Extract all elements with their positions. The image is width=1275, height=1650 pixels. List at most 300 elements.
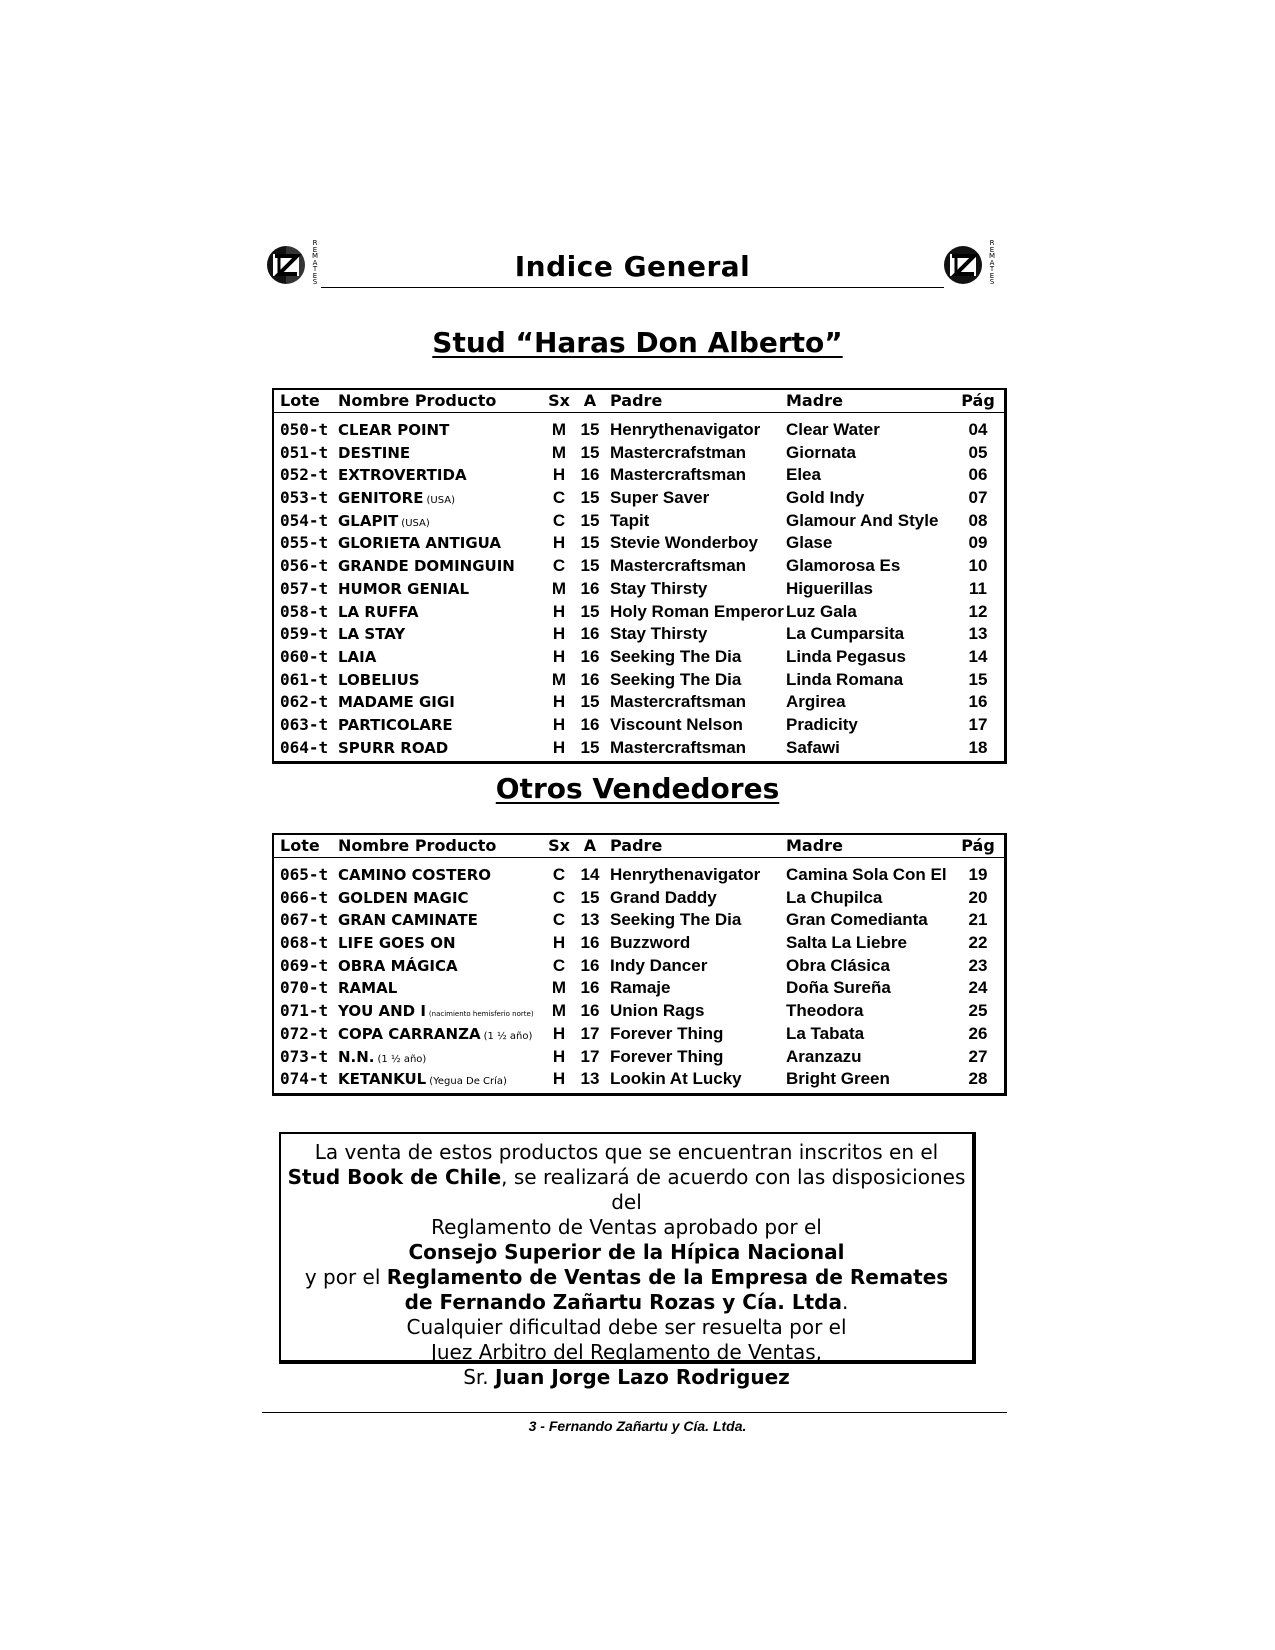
nombre-note: (nacimiento hemisferio norte) (428, 1010, 534, 1019)
section-title-otros: Otros Vendedores (495, 772, 780, 805)
nombre-cell-text: EXTROVERTIDA (338, 466, 467, 485)
table-row (274, 442, 1004, 465)
padre-cell-text: Stay Thirsty (610, 624, 708, 644)
nombre-cell-text: KETANKUL (338, 1070, 427, 1089)
padre-cell (606, 601, 786, 624)
notice-line (281, 1290, 972, 1315)
a-cell-text: 15 (580, 601, 600, 621)
sx-cell (544, 1068, 574, 1091)
pag-cell-text: 06 (968, 465, 988, 485)
lote-cell (274, 1023, 338, 1046)
lote-cell (274, 510, 338, 533)
lote-cell-text: 071-t (280, 1001, 329, 1021)
padre-cell (606, 1046, 786, 1069)
padre-cell (606, 864, 786, 887)
pag-cell-text: 13 (968, 624, 988, 644)
madre-cell (786, 669, 956, 692)
notice-bold: Juan Jorge Lazo Rodriguez (495, 1365, 790, 1389)
a-cell-text: 15 (580, 737, 600, 757)
notice-line: Reglamento de Ventas aprobado por el (431, 1215, 822, 1239)
nombre-cell-text: CLEAR POINT (338, 421, 450, 439)
padre-cell-text: Lookin At Lucky (610, 1069, 742, 1089)
lote-cell-text: 064-t (280, 737, 329, 757)
padre-cell (606, 714, 786, 737)
nombre-cell-text: LA RUFFA (338, 602, 419, 621)
sx-cell-text: H (552, 714, 566, 734)
notice-bold: de Fernando Zañartu Rozas y Cía. Ltda (404, 1290, 842, 1314)
lote-cell (274, 419, 338, 442)
lote-cell-text: 065-t (280, 865, 329, 884)
nombre-cell-text: COPA CARRANZA (338, 1024, 481, 1043)
col-sx: Sx (548, 836, 570, 855)
a-cell-text: 15 (580, 510, 600, 530)
madre-cell (786, 887, 956, 910)
nombre-cell (338, 691, 544, 714)
padre-cell-text: Seeking The Dia (610, 910, 742, 930)
madre-cell (786, 578, 956, 601)
a-cell-text: 16 (580, 646, 600, 666)
table-row (274, 487, 1004, 510)
pag-cell-text: 09 (968, 533, 988, 553)
a-cell-text: 15 (580, 692, 600, 712)
padre-cell (606, 442, 786, 465)
col-lote: Lote (280, 391, 320, 410)
madre-cell-text: Gran Comedianta (786, 910, 928, 930)
col-pag: Pág (961, 391, 995, 410)
pag-cell (956, 955, 1000, 978)
col-pag: Pág (961, 836, 995, 855)
madre-cell (786, 601, 956, 624)
padre-cell-text: Indy Dancer (610, 955, 708, 975)
sx-cell-text: C (552, 887, 566, 907)
table-row (274, 510, 1004, 533)
madre-cell-text: Elea (786, 465, 821, 485)
notice-line: Cualquier dificultad debe ser resuelta por el (406, 1315, 847, 1339)
col-lote: Lote (280, 836, 320, 855)
lote-cell (274, 737, 338, 760)
padre-cell-text: Super Saver (610, 488, 710, 508)
pag-cell-text: 26 (968, 1023, 988, 1043)
madre-cell-text: Aranzazu (786, 1046, 862, 1066)
sx-cell-text: H (552, 692, 566, 712)
page-footer: 3 - Fernando Zañartu y Cía. Ltda. (528, 1418, 747, 1434)
nombre-cell-text: RAMAL (338, 979, 398, 998)
padre-cell-text: Forever Thing (610, 1023, 724, 1043)
padre-cell-text: Seeking The Dia (610, 669, 742, 689)
madre-cell-text: Gold Indy (786, 488, 865, 508)
header-divider (321, 287, 944, 288)
padre-cell-text: Forever Thing (610, 1046, 724, 1066)
table-row (274, 955, 1004, 978)
pag-cell (956, 737, 1000, 760)
nombre-cell-text: N.N. (338, 1047, 375, 1066)
sx-cell-text: C (552, 910, 566, 930)
a-cell (574, 601, 606, 624)
table-row (274, 646, 1004, 669)
sx-cell-text: H (552, 646, 566, 666)
madre-cell (786, 419, 956, 442)
fz-logo-icon (942, 244, 984, 286)
nombre-note: (USA) (401, 517, 430, 529)
nombre-cell-text: LIFE GOES ON (338, 934, 456, 953)
table-row (274, 714, 1004, 737)
a-cell (574, 1068, 606, 1091)
madre-cell-text: Bright Green (786, 1069, 890, 1089)
table-row (274, 909, 1004, 932)
padre-cell-text: Ramaje (610, 978, 671, 998)
nombre-cell-text: LA STAY (338, 625, 406, 644)
nombre-cell-text: YOU AND I (338, 1002, 426, 1021)
padre-cell (606, 977, 786, 1000)
pag-cell-text: 12 (968, 601, 988, 621)
nombre-cell (338, 1000, 544, 1023)
pag-cell (956, 442, 1000, 465)
lote-cell-text: 053-t (280, 488, 329, 508)
table-header (274, 390, 1004, 413)
nombre-cell (338, 887, 544, 910)
pag-cell-text: 04 (968, 420, 988, 439)
sx-cell-text: C (552, 955, 566, 975)
sx-cell-text: H (552, 465, 566, 485)
a-cell-text: 16 (580, 714, 600, 734)
lote-cell-text: 070-t (280, 978, 329, 998)
sx-cell-text: H (552, 1023, 566, 1043)
padre-cell-text: Stay Thirsty (610, 578, 708, 598)
lote-cell (274, 532, 338, 555)
a-cell-text: 15 (580, 442, 600, 462)
sx-cell (544, 932, 574, 955)
lote-cell (274, 887, 338, 910)
madre-cell (786, 714, 956, 737)
padre-cell (606, 487, 786, 510)
madre-cell-text: Glase (786, 533, 833, 553)
pag-cell (956, 601, 1000, 624)
a-cell (574, 555, 606, 578)
sx-cell-text: H (552, 624, 566, 644)
pag-cell (956, 646, 1000, 669)
pag-cell (956, 1068, 1000, 1091)
table-row (274, 669, 1004, 692)
nombre-cell (338, 578, 544, 601)
padre-cell-text: Seeking The Dia (610, 646, 742, 666)
padre-cell (606, 419, 786, 442)
a-cell (574, 442, 606, 465)
lote-cell (274, 487, 338, 510)
logo-vertical-text: R E M A T E S (988, 239, 996, 286)
madre-cell-text: Theodora (786, 1001, 864, 1021)
sx-cell (544, 578, 574, 601)
index-table-stud (272, 388, 1007, 764)
padre-cell-text: Henrythenavigator (610, 420, 761, 439)
col-padre: Padre (610, 391, 663, 410)
nombre-cell (338, 601, 544, 624)
lote-cell-text: 060-t (280, 646, 329, 666)
sx-cell (544, 510, 574, 533)
pag-cell-text: 23 (968, 955, 988, 975)
madre-cell (786, 977, 956, 1000)
madre-cell-text: Camina Sola Con El (786, 865, 947, 884)
padre-cell-text: Holy Roman Emperor (610, 601, 784, 621)
a-cell-text: 15 (580, 420, 600, 439)
lote-cell (274, 955, 338, 978)
sx-cell (544, 955, 574, 978)
nombre-cell (338, 932, 544, 955)
lote-cell (274, 909, 338, 932)
pag-cell-text: 21 (968, 910, 988, 930)
nombre-cell (338, 442, 544, 465)
padre-cell-text: Tapit (610, 510, 650, 530)
padre-cell-text: Grand Daddy (610, 887, 717, 907)
table-row (274, 532, 1004, 555)
page-title: Indice General (514, 250, 751, 283)
sx-cell (544, 669, 574, 692)
lote-cell (274, 932, 338, 955)
padre-cell (606, 955, 786, 978)
table-row (274, 623, 1004, 646)
nombre-cell-text: MADAME GIGI (338, 693, 455, 712)
madre-cell (786, 1023, 956, 1046)
sx-cell-text: M (551, 442, 567, 462)
notice-bold: Consejo Superior de la Hípica Nacional (408, 1240, 845, 1264)
nombre-cell (338, 737, 544, 760)
nombre-cell-text: HUMOR GENIAL (338, 579, 470, 598)
lote-cell (274, 601, 338, 624)
sx-cell (544, 1046, 574, 1069)
pag-cell-text: 08 (968, 510, 988, 530)
sx-cell-text: H (552, 1069, 566, 1089)
padre-cell (606, 646, 786, 669)
madre-cell (786, 955, 956, 978)
pag-cell (956, 864, 1000, 887)
a-cell-text: 15 (580, 533, 600, 553)
padre-cell (606, 932, 786, 955)
padre-cell-text: Mastercraftsman (610, 737, 747, 757)
lote-cell-text: 055-t (280, 533, 329, 553)
sx-cell (544, 1000, 574, 1023)
padre-cell (606, 669, 786, 692)
sx-cell-text: C (552, 556, 566, 576)
nombre-cell (338, 555, 544, 578)
a-cell (574, 623, 606, 646)
padre-cell (606, 909, 786, 932)
a-cell (574, 487, 606, 510)
a-cell (574, 909, 606, 932)
a-cell-text: 17 (580, 1046, 600, 1066)
sx-cell (544, 487, 574, 510)
pag-cell-text: 16 (968, 692, 988, 712)
nombre-cell-text: GOLDEN MAGIC (338, 888, 469, 907)
madre-cell-text: La Tabata (786, 1023, 865, 1043)
sx-cell-text: M (551, 669, 567, 689)
a-cell (574, 419, 606, 442)
madre-cell-text: Glamour And Style (786, 510, 939, 530)
pag-cell-text: 28 (968, 1069, 988, 1089)
sx-cell (544, 555, 574, 578)
sx-cell-text: C (552, 488, 566, 508)
padre-cell (606, 737, 786, 760)
a-cell (574, 1023, 606, 1046)
madre-cell-text: La Cumparsita (786, 624, 905, 644)
padre-cell (606, 532, 786, 555)
lote-cell-text: 063-t (280, 714, 329, 734)
table-row (274, 887, 1004, 910)
pag-cell (956, 887, 1000, 910)
a-cell (574, 887, 606, 910)
nombre-cell-text: DESTINE (338, 443, 411, 462)
sx-cell (544, 442, 574, 465)
nombre-cell (338, 464, 544, 487)
lote-cell (274, 442, 338, 465)
a-cell (574, 1000, 606, 1023)
sx-cell (544, 1023, 574, 1046)
col-madre: Madre (786, 836, 843, 855)
table-row (274, 977, 1004, 1000)
padre-cell (606, 1068, 786, 1091)
padre-cell (606, 578, 786, 601)
a-cell (574, 646, 606, 669)
pag-cell-text: 27 (968, 1046, 988, 1066)
pag-cell-text: 05 (968, 442, 988, 462)
madre-cell (786, 864, 956, 887)
lote-cell-text: 051-t (280, 442, 329, 462)
nombre-cell (338, 510, 544, 533)
nombre-cell (338, 623, 544, 646)
pag-cell-text: 25 (968, 1001, 988, 1021)
nombre-cell (338, 646, 544, 669)
sx-cell (544, 532, 574, 555)
a-cell-text: 13 (580, 1069, 600, 1089)
a-cell (574, 510, 606, 533)
madre-cell (786, 623, 956, 646)
madre-cell (786, 510, 956, 533)
table-row (274, 1068, 1004, 1091)
sx-cell (544, 419, 574, 442)
padre-cell (606, 623, 786, 646)
lote-cell (274, 1068, 338, 1091)
logo-vertical-text: R E M A T E S (311, 239, 319, 286)
lote-cell (274, 691, 338, 714)
sx-cell-text: H (552, 1046, 566, 1066)
pag-cell (956, 1000, 1000, 1023)
notice-line (281, 1240, 972, 1265)
table-body (274, 413, 1004, 761)
lote-cell-text: 052-t (280, 465, 329, 485)
sx-cell (544, 691, 574, 714)
lote-cell (274, 714, 338, 737)
a-cell-text: 15 (580, 488, 600, 508)
nombre-cell (338, 864, 544, 887)
nombre-cell (338, 909, 544, 932)
nombre-cell (338, 955, 544, 978)
padre-cell-text: Buzzword (610, 933, 691, 953)
lote-cell (274, 1000, 338, 1023)
a-cell (574, 977, 606, 1000)
nombre-cell-text: OBRA MÁGICA (338, 956, 458, 975)
nombre-cell-text: GRANDE DOMINGUIN (338, 557, 515, 576)
padre-cell (606, 1023, 786, 1046)
lote-cell-text: 059-t (280, 624, 329, 644)
padre-cell-text: Mastercraftsman (610, 556, 747, 576)
nombre-cell (338, 487, 544, 510)
nombre-cell (338, 669, 544, 692)
table-row (274, 555, 1004, 578)
madre-cell (786, 487, 956, 510)
pag-cell-text: 18 (968, 737, 988, 757)
col-padre: Padre (610, 836, 663, 855)
pag-cell-text: 19 (968, 865, 988, 884)
sx-cell (544, 623, 574, 646)
section-title-stud: Stud “Haras Don Alberto” (432, 326, 843, 359)
nombre-note: (Yegua De Cría) (429, 1076, 507, 1088)
col-sx: Sx (548, 391, 570, 410)
a-cell-text: 16 (580, 933, 600, 953)
a-cell-text: 16 (580, 1001, 600, 1021)
table-row (274, 419, 1004, 442)
padre-cell-text: Mastercrafstman (610, 442, 747, 462)
sx-cell-text: M (551, 420, 567, 439)
padre-cell (606, 1000, 786, 1023)
pag-cell (956, 510, 1000, 533)
lote-cell (274, 646, 338, 669)
padre-cell-text: Mastercraftsman (610, 465, 747, 485)
lote-cell (274, 1046, 338, 1069)
padre-cell (606, 464, 786, 487)
notice-text: Sr. (463, 1365, 495, 1389)
footer-divider (262, 1412, 1007, 1413)
sx-cell (544, 887, 574, 910)
a-cell-text: 16 (580, 978, 600, 998)
madre-cell-text: Higuerillas (786, 578, 873, 598)
a-cell (574, 464, 606, 487)
pag-cell (956, 909, 1000, 932)
notice-line (281, 1165, 972, 1215)
sx-cell (544, 909, 574, 932)
madre-cell-text: Obra Clásica (786, 955, 890, 975)
a-cell (574, 932, 606, 955)
padre-cell (606, 555, 786, 578)
madre-cell-text: La Chupilca (786, 887, 883, 907)
pag-cell-text: 20 (968, 887, 988, 907)
lote-cell (274, 555, 338, 578)
col-madre: Madre (786, 391, 843, 410)
nombre-cell-text: LAIA (338, 647, 377, 666)
table-row (274, 601, 1004, 624)
nombre-cell (338, 419, 544, 442)
nombre-cell-text: SPURR ROAD (338, 738, 449, 757)
sx-cell (544, 714, 574, 737)
a-cell (574, 669, 606, 692)
nombre-cell (338, 977, 544, 1000)
a-cell-text: 16 (580, 578, 600, 598)
a-cell (574, 532, 606, 555)
lote-cell-text: 057-t (280, 578, 329, 598)
nombre-cell (338, 1023, 544, 1046)
notice-text: y por el (304, 1265, 387, 1289)
table-body (274, 858, 1004, 1093)
lote-cell (274, 464, 338, 487)
lote-cell-text: 072-t (280, 1023, 329, 1043)
lote-cell-text: 069-t (280, 955, 329, 975)
nombre-note: (USA) (426, 495, 455, 507)
table-row (274, 1046, 1004, 1069)
col-nombre: Nombre Producto (338, 836, 497, 855)
pag-cell-text: 15 (968, 669, 988, 689)
padre-cell (606, 887, 786, 910)
a-cell-text: 14 (580, 865, 600, 884)
col-a: A (583, 391, 597, 410)
padre-cell-text: Mastercraftsman (610, 692, 747, 712)
madre-cell-text: Pradicity (786, 714, 858, 734)
